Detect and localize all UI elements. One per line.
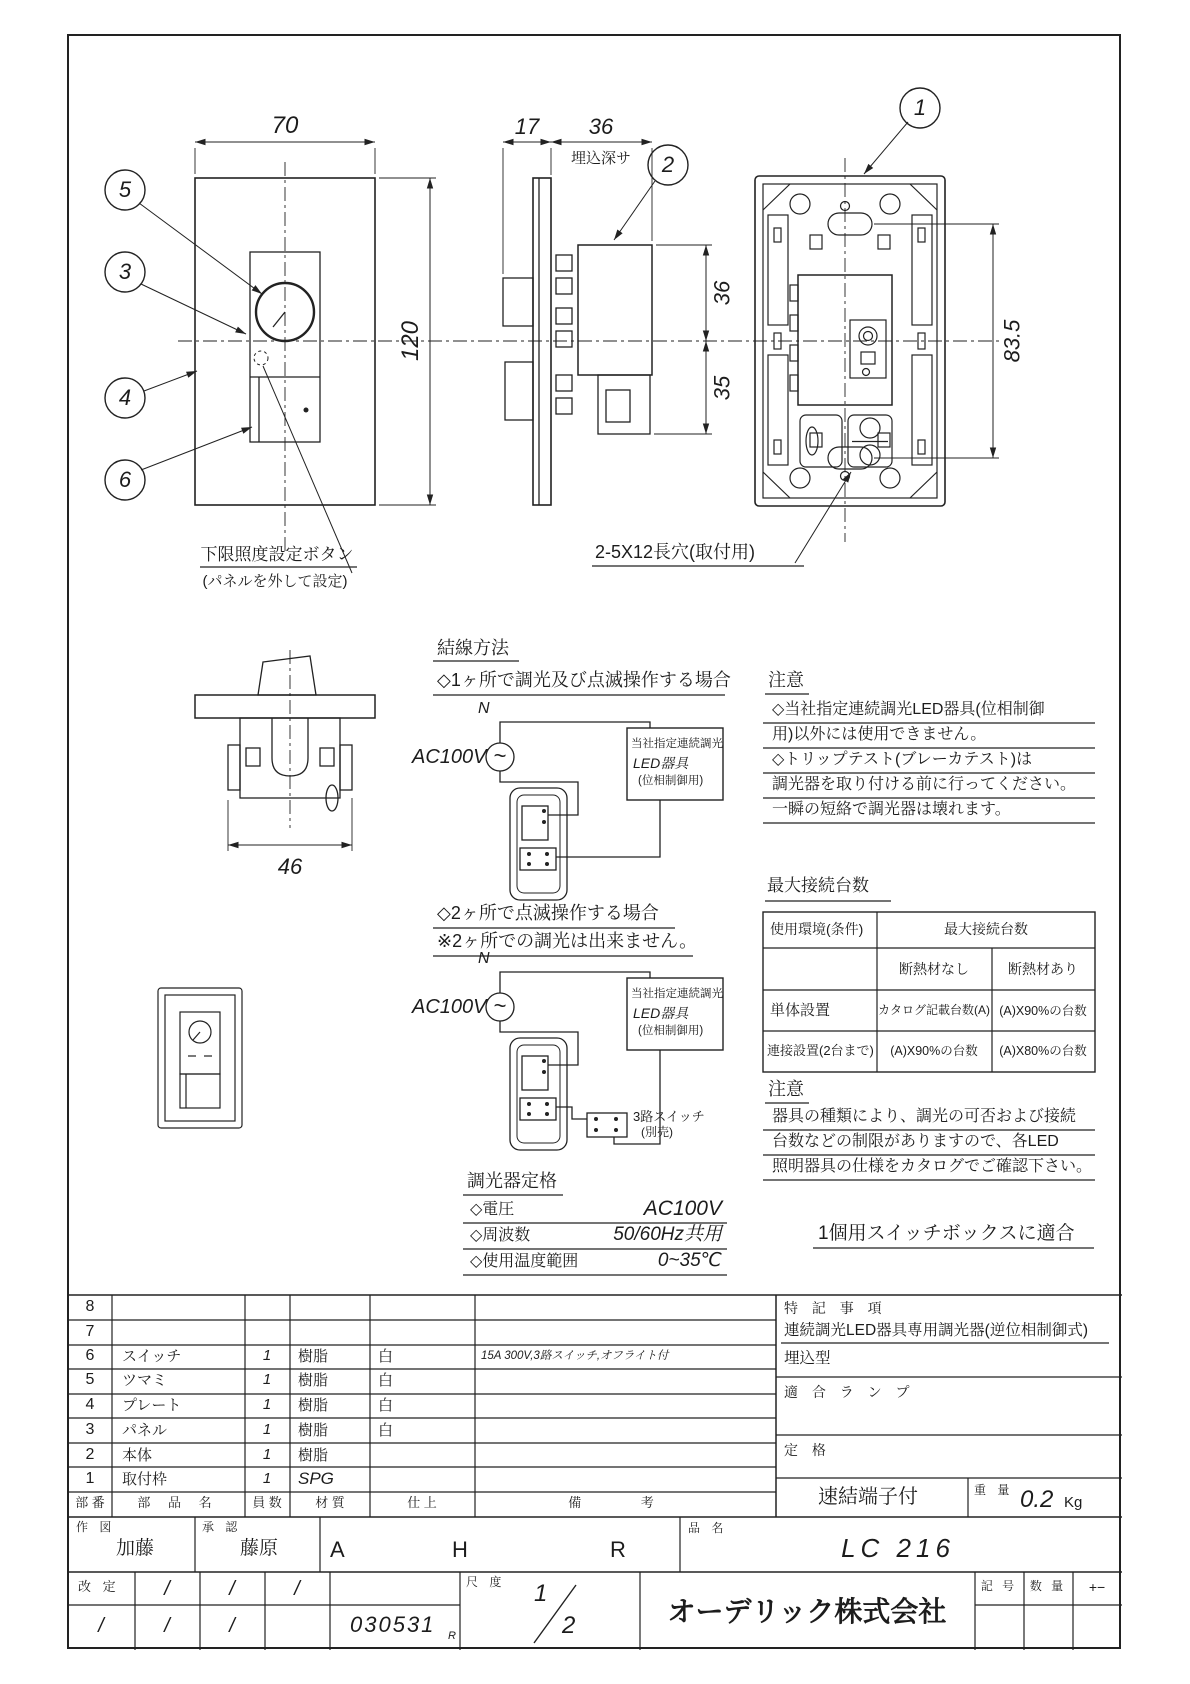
wiring-title: 結線方法	[437, 638, 509, 658]
company-name: オーデリック株式会社	[667, 1596, 947, 1627]
wiring-case2-note: ※2ヶ所での調光は出来ません。	[437, 931, 698, 951]
dim-side-v-bottom: 35	[709, 375, 735, 401]
parts-r4-name: プレート	[122, 1397, 182, 1414]
scale-label: 尺 度	[466, 1575, 506, 1589]
parts-r4-finish: 白	[378, 1397, 394, 1414]
notice2-line-3: 照明器具の仕様をカタログでご確認下さい。	[772, 1158, 1093, 1175]
parts-r6-note: 15A 300V,3路スイッチ,オフライト付	[481, 1350, 669, 1362]
depth-label: 埋込深サ	[570, 150, 632, 167]
parts-r6-material: 樹脂	[298, 1348, 329, 1365]
scale-denominator: 2	[562, 1612, 576, 1639]
date-code-sub: R	[448, 1630, 456, 1642]
wire2-ac-label: AC100V	[412, 996, 487, 1018]
letter-h: H	[452, 1537, 468, 1562]
product-name-value: LC 216	[841, 1533, 955, 1563]
rating-block-label: 定 格	[784, 1442, 831, 1458]
parts-r1-name: 取付枠	[122, 1471, 168, 1488]
dim-side-front: 17	[514, 114, 540, 139]
letter-a: A	[330, 1537, 345, 1562]
parts-header-qty: 員 数	[252, 1495, 282, 1510]
parts-header-name: 部 品 名	[137, 1495, 219, 1510]
parts-r3-no: 3	[85, 1421, 95, 1438]
maxtable-r2-c2: (A)X80%の台数	[999, 1044, 1087, 1058]
wire1-led-line2: LED器具	[633, 755, 689, 771]
callout-5: 5	[118, 177, 132, 202]
panel-thumbnail	[158, 988, 242, 1128]
notice1-line-5: 一瞬の短絡で調光器は壊れます。	[772, 801, 1011, 818]
wire1-n-label: N	[478, 700, 490, 717]
revision-slash-6: /	[229, 1615, 235, 1637]
rating-r3-value: 0~35℃	[657, 1250, 722, 1271]
rating-r3-label: ◇使用温度範囲	[470, 1253, 579, 1270]
rating-r2-label: ◇周波数	[470, 1227, 531, 1244]
revision-slash-5: /	[164, 1615, 170, 1637]
parts-r6-finish: 白	[378, 1348, 394, 1365]
rating-title: 調光器定格	[467, 1171, 557, 1191]
tokki-line2: 埋込型	[784, 1350, 831, 1367]
parts-r2-name: 本体	[122, 1447, 153, 1464]
maxtable-span-header: 最大接続台数	[944, 921, 1028, 937]
notice1-line-4: 調光器を取り付ける前に行ってください。	[772, 776, 1077, 793]
callout-3: 3	[118, 259, 132, 284]
maxtable-title: 最大接続台数	[767, 876, 869, 895]
wire1-led-line1: 当社指定連続調光	[631, 738, 723, 750]
side-view	[503, 178, 652, 505]
wire2-led-line3: (位相制御用)	[638, 1025, 704, 1037]
tokki-label: 特 記 事 項	[784, 1300, 887, 1316]
top-view	[195, 656, 375, 811]
callout-4: 4	[118, 385, 132, 410]
maxtable-sub2: 断熱材あり	[1008, 961, 1078, 977]
parts-r6-no: 6	[85, 1347, 95, 1364]
parts-r2-material: 樹脂	[298, 1447, 329, 1464]
weight-label: 重 量	[974, 1483, 1014, 1497]
notice1-line-3: ◇トリップテスト(ブレーカテスト)は	[772, 751, 1033, 768]
parts-r5-material: 樹脂	[298, 1372, 329, 1389]
notice1-line-1: ◇当社指定連続調光LED器具(位相制御	[772, 701, 1045, 718]
wire1-led-line3: (位相制御用)	[638, 775, 704, 787]
rating-r1-value: AC100V	[643, 1197, 722, 1220]
maxtable-r2-c1: (A)X90%の台数	[890, 1044, 978, 1058]
revision-slash-2: /	[229, 1578, 235, 1600]
rating-r1-label: ◇電圧	[470, 1201, 515, 1218]
parts-r1-no: 1	[85, 1470, 95, 1487]
drafter-name: 加藤	[116, 1538, 155, 1559]
dim-side-v-top: 36	[709, 280, 735, 306]
sheet-frame	[68, 35, 1120, 1648]
parts-r2-qty: 1	[262, 1446, 272, 1463]
symbol-header: 記 号	[980, 1579, 1018, 1593]
wire1-ac-label: AC100V	[412, 746, 487, 768]
wire2-led-line1: 当社指定連続調光	[631, 988, 723, 1000]
dim-back-pitch: 83.5	[999, 319, 1025, 363]
parts-r1-material: SPG	[298, 1469, 334, 1488]
parts-r3-finish: 白	[378, 1422, 394, 1439]
callout-circles	[105, 88, 940, 500]
quantity-header: 数 量	[1029, 1579, 1067, 1593]
parts-r4-qty: 1	[262, 1396, 272, 1413]
scale-numerator: 1	[534, 1580, 548, 1607]
dim-top-width: 46	[277, 854, 303, 879]
front-label-1: 下限照度設定ボタン	[200, 545, 354, 564]
maxtable-r1-c2: (A)X90%の台数	[999, 1004, 1087, 1018]
callout-1: 1	[913, 95, 927, 120]
dim-side-depth: 36	[588, 114, 614, 139]
fit-note: 1個用スイッチボックスに適合	[818, 1223, 1075, 1244]
notice2-line-2: 台数などの制限がありますので、各LED	[772, 1133, 1059, 1150]
approver-name: 藤原	[240, 1538, 279, 1559]
date-code: 030531	[350, 1612, 436, 1637]
plusminus-header: +−	[1088, 1579, 1106, 1595]
parts-r5-no: 5	[85, 1371, 95, 1388]
parts-r3-name: パネル	[122, 1422, 168, 1439]
revision-slash-3: /	[294, 1578, 300, 1600]
parts-r4-material: 樹脂	[298, 1397, 329, 1414]
wire2-led-line2: LED器具	[633, 1005, 689, 1021]
parts-header-no: 部 番	[75, 1495, 105, 1510]
notice2-line-1: 器具の種類により、調光の可否および接続	[772, 1108, 1077, 1125]
revision-slash-1: /	[164, 1578, 170, 1600]
weight-unit: Kg	[1064, 1494, 1083, 1511]
maxtable-r1-label: 単体設置	[770, 1002, 831, 1019]
extension-lines	[195, 148, 999, 851]
parts-r3-qty: 1	[262, 1421, 272, 1438]
maxtable-r2-label: 連接設置(2台まで)	[767, 1043, 874, 1058]
notice1-line-2: 用)以外には使用できません。	[772, 726, 987, 743]
sw3-sub-label: (別売)	[641, 1125, 673, 1139]
product-name-label: 品 名	[688, 1521, 728, 1535]
terminal-note: 速結端子付	[818, 1486, 918, 1508]
front-label-2: (パネルを外して設定)	[202, 573, 348, 590]
parts-r2-no: 2	[85, 1446, 95, 1463]
callout-2: 2	[661, 152, 675, 177]
callout-6: 6	[118, 467, 132, 492]
revision-label: 改 定	[78, 1579, 120, 1594]
approver-label: 承 認	[202, 1520, 242, 1534]
lamp-label: 適 合 ラ ン プ	[784, 1384, 915, 1400]
parts-r6-name: スイッチ	[122, 1348, 182, 1365]
parts-r6-qty: 1	[262, 1347, 272, 1364]
parts-r5-name: ツマミ	[122, 1372, 168, 1389]
parts-r5-qty: 1	[262, 1371, 272, 1388]
rating-r2-value: 50/60Hz共用	[613, 1224, 722, 1245]
maxtable-r1-c1: カタログ記載台数(A)	[878, 1003, 990, 1017]
parts-header-finish: 仕 上	[407, 1495, 437, 1510]
parts-header-material: 材 質	[315, 1495, 345, 1510]
parts-r7-no: 7	[85, 1323, 95, 1340]
revision-slash-4: /	[98, 1615, 104, 1637]
letter-r: R	[610, 1537, 626, 1562]
back-hole-label: 2-5X12長穴(取付用)	[595, 542, 756, 562]
weight-value: 0.2	[1020, 1486, 1054, 1513]
wire2-n-label: N	[478, 950, 490, 967]
table-grid	[68, 912, 1122, 1650]
wiring-case1-title: ◇1ヶ所で調光及び点滅操作する場合	[437, 670, 731, 690]
tokki-line1: 連続調光LED器具専用調光器(逆位相制御式)	[784, 1322, 1088, 1339]
parts-header-note: 備 考	[568, 1495, 682, 1510]
parts-r5-finish: 白	[378, 1372, 394, 1389]
parts-r8-no: 8	[85, 1298, 95, 1315]
parts-r3-material: 樹脂	[298, 1422, 329, 1439]
wire2-sine-icon: ~	[493, 993, 507, 1018]
notice2-title: 注意	[768, 1079, 804, 1099]
maxtable-sub1: 断熱材なし	[899, 961, 969, 977]
dim-front-width: 70	[271, 112, 299, 139]
drafter-label: 作 図	[76, 1520, 116, 1534]
maxtable-env-header: 使用環境(条件)	[770, 921, 864, 937]
dim-front-height: 120	[397, 320, 425, 362]
parts-r1-qty: 1	[262, 1470, 272, 1487]
notice1-title: 注意	[768, 670, 804, 690]
sw3-label: 3路スイッチ	[633, 1109, 705, 1124]
wire1-sine-icon: ~	[493, 743, 507, 768]
wiring-case2-title: ◇2ヶ所で点滅操作する場合	[437, 903, 659, 923]
parts-r4-no: 4	[85, 1396, 95, 1413]
